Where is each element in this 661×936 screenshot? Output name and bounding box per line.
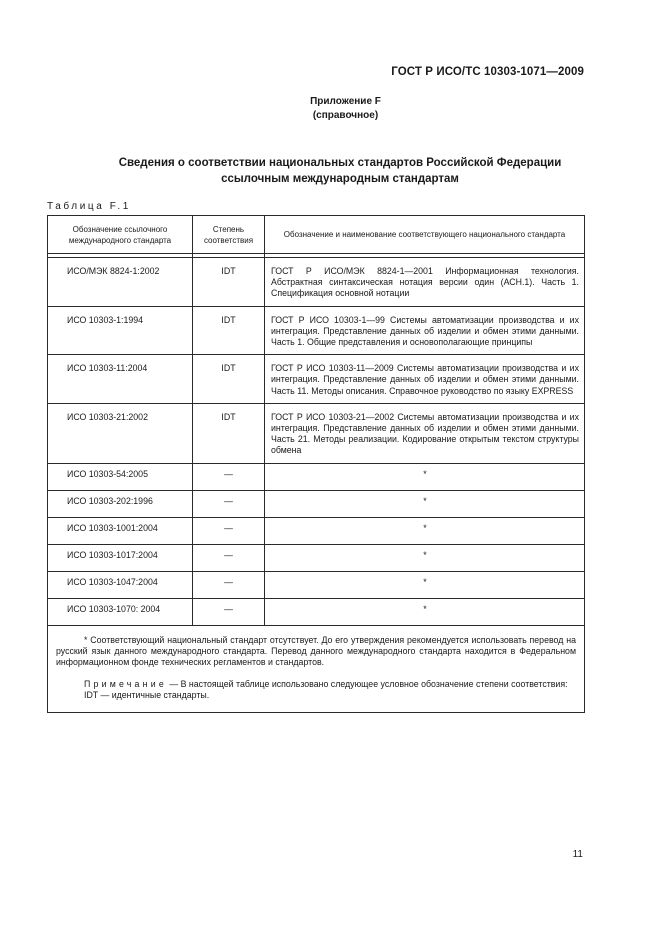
table-row [48,306,585,355]
header-degree: Степень соответствия [193,216,265,254]
header-ref-standard: Обозначение ссылочного международного стандарта [48,216,193,254]
degree-cell: — [193,517,265,544]
national-standard-cell: * [265,517,585,544]
header-national-standard: Обозначение и наименование соответствующего национального стандарта [265,216,585,254]
table-row [48,598,585,625]
table-label: Таблица F.1 [47,201,131,212]
section-title [60,155,620,187]
table-row [48,355,585,404]
degree-cell: IDT [193,355,265,404]
page-number: 11 [572,849,583,860]
table-row [48,490,585,517]
ref-standard-cell: ИСО/МЭК 8824-1:2002 [48,258,193,307]
note [56,679,576,690]
ref-standard-cell: ИСО 10303-11:2004 [48,355,193,404]
national-standard-cell: * [265,490,585,517]
table-header-row [48,216,585,254]
table-row [48,517,585,544]
degree-cell: IDT [193,403,265,463]
ref-standard-cell: ИСО 10303-1001:2004 [48,517,193,544]
degree-cell: IDT [193,306,265,355]
correspondence-table [47,215,585,713]
table-row [48,258,585,307]
table-row [48,544,585,571]
note-definition: IDT — идентичные стандарты. [84,690,210,701]
national-standard-cell: ГОСТ Р ИСО 10303-11—2009 Системы автоматизации производства и их интеграция. Представление данных об изделии и обмен этими данными. Часть 11. Методы описания. Справочное руководство по языку EXPRESS [265,355,585,404]
document-code: ГОСТ Р ИСО/ТС 10303-1071—2009 [391,66,584,78]
national-standard-cell: * [265,598,585,625]
degree-cell: — [193,463,265,490]
degree-cell: — [193,571,265,598]
ref-standard-cell: ИСО 10303-21:2002 [48,403,193,463]
degree-cell: IDT [193,258,265,307]
appendix-title: Приложение F [310,96,381,107]
ref-standard-cell: ИСО 10303-1:1994 [48,306,193,355]
appendix-subtitle: (справочное) [312,110,379,121]
ref-standard-cell: ИСО 10303-1047:2004 [48,571,193,598]
table-footer [48,625,585,712]
degree-cell: — [193,544,265,571]
section-title-line-2: ссылочным международным стандартам [221,173,459,185]
ref-standard-cell: ИСО 10303-54:2005 [48,463,193,490]
degree-cell: — [193,598,265,625]
national-standard-cell: * [265,544,585,571]
national-standard-cell: ГОСТ Р ИСО 10303-21—2002 Системы автоматизации производства и их интеграция. Представление данных об изделии и обмен этими данными. Часть 21. Методы реализации. Кодирование открытым текстом структуры обмена [265,403,585,463]
appendix-heading [0,95,661,123]
ref-standard-cell: ИСО 10303-202:1996 [48,490,193,517]
national-standard-cell: * [265,463,585,490]
ref-standard-cell: ИСО 10303-1070: 2004 [48,598,193,625]
note-text: — В настоящей таблице использовано следующее условное обозначение степени соответствия: [166,678,568,689]
footnote: * Соответствующий национальный стандарт отсутствует. До его утверждения рекомендуется использовать перевод на русский язык данного международного стандарта. Перевод данного международного стандарта находится в Федеральном информационном фонде технических регламентов и стандартов. [56,634,576,668]
table-row [48,403,585,463]
national-standard-cell: ГОСТ Р ИСО 10303-1—99 Системы автоматизации производства и их интеграция. Представление данных об изделии и обмен этими данными. Часть 1. Общие представления и основополагающие принципы [265,306,585,355]
table-row [48,463,585,490]
degree-cell: — [193,490,265,517]
national-standard-cell: ГОСТ Р ИСО/МЭК 8824-1—2001 Информационная технология. Абстрактная синтаксическая нотация версии один (АСН.1). Часть 1. Спецификация основной нотации [265,258,585,307]
table-footer-row [48,625,585,712]
note-label: Примечание [84,678,167,689]
section-title-line-1: Сведения о соответствии национальных стандартов Российской Федерации [118,157,562,169]
ref-standard-cell: ИСО 10303-1017:2004 [48,544,193,571]
table-row [48,571,585,598]
national-standard-cell: * [265,571,585,598]
